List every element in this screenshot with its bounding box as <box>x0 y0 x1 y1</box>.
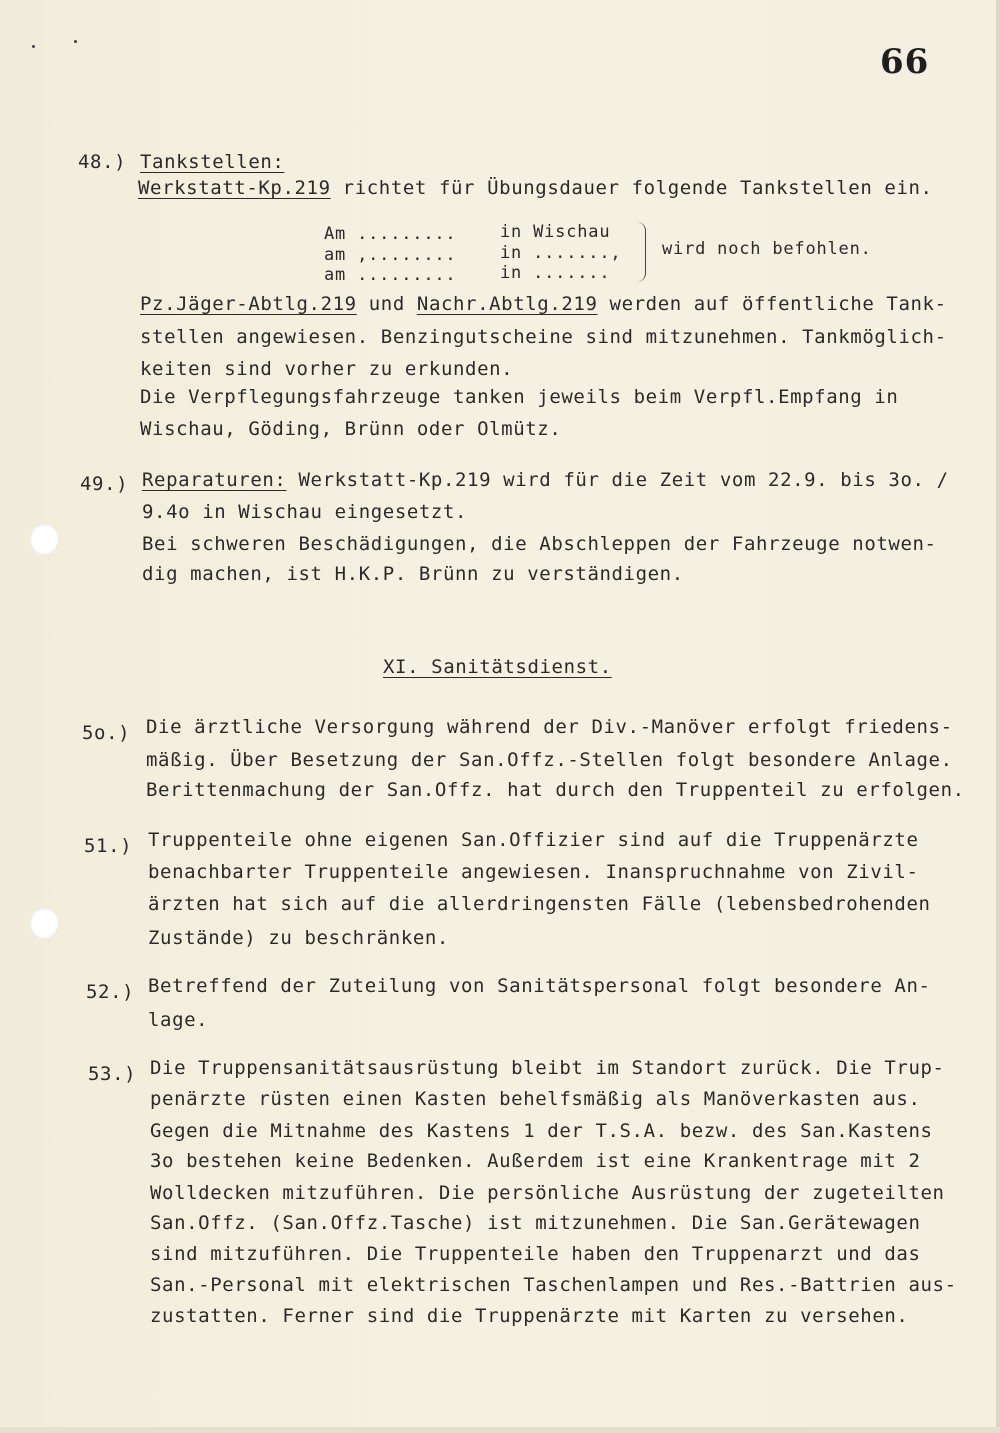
text-line: lage. <box>148 1009 209 1031</box>
chapter-title: XI. Sanitätsdienst. <box>383 656 612 678</box>
schedule-day: am ,........ <box>324 245 457 265</box>
text-line: mäßig. Über Besetzung der San.Offz.-Stellen folgt besondere Anlage. <box>146 749 953 771</box>
text-line <box>140 292 947 316</box>
section-number: 5o.) <box>82 722 131 744</box>
unit-name: Pz.Jäger-Abtlg.219 <box>140 293 357 315</box>
text-line: Betreffend der Zuteilung von Sanitätspersonal folgt besondere An- <box>148 975 931 997</box>
text-line: dig machen, ist H.K.P. Brünn zu verständigen. <box>142 563 684 585</box>
text-fragment: richtet für Übungsdauer folgende Tankstellen ein. <box>330 177 933 199</box>
text-line: Die Truppensanitätsausrüstung bleibt im Standort zurück. Die Trup- <box>150 1057 945 1079</box>
unit-name: Werkstatt-Kp.219 <box>138 177 331 199</box>
brace <box>637 222 646 282</box>
text-line: Berittenmachung der San.Offz. hat durch den Truppenteil zu erfolgen. <box>146 779 965 801</box>
text-line: keiten sind vorher zu erkunden. <box>140 358 514 380</box>
section-number: 49.) <box>80 473 129 495</box>
section-number: 53.) <box>88 1063 137 1085</box>
text-line: Die ärztliche Versorgung während der Div.-Manöver erfolgt friedens- <box>146 716 953 738</box>
text-line: benachbarter Truppenteile angewiesen. Inanspruchnahme von Zivil- <box>148 861 919 883</box>
text-line: Die Verpflegungsfahrzeuge tanken jeweils beim Verpfl.Empfang in <box>140 386 899 408</box>
text-line: Zustände) zu beschränken. <box>148 927 449 949</box>
text-line: Truppenteile ohne eigenen San.Offizier sind auf die Truppenärzte <box>148 829 919 851</box>
text-line <box>142 468 949 492</box>
text-line: zustatten. Ferner sind die Truppenärzte mit Karten zu versehen. <box>150 1305 909 1327</box>
schedule-place: in ......., <box>500 243 622 263</box>
punch-hole <box>30 524 58 554</box>
schedule-place: in Wischau <box>500 222 611 242</box>
text-line: San.Offz. (San.Offz.Tasche) ist mitzunehmen. Die San.Gerätewagen <box>150 1212 921 1234</box>
section-number: 48.) <box>78 151 127 173</box>
paper-edge-bottom <box>0 1427 1000 1433</box>
text-line <box>138 176 933 200</box>
text-line: Bei schweren Beschädigungen, die Abschleppen der Fahrzeuge notwen- <box>142 533 937 555</box>
text-fragment: Werkstatt-Kp.219 wird für die Zeit vom 22.9. bis 3o. / <box>286 469 949 491</box>
page-number: 66 <box>880 42 930 82</box>
section-number: 52.) <box>86 981 135 1003</box>
text-line: stellen angewiesen. Benzingutscheine sind mitzunehmen. Tankmöglich- <box>140 326 947 348</box>
section-heading: Reparaturen: <box>142 469 287 491</box>
paper-edge <box>996 0 1000 1433</box>
paper-speck <box>74 40 77 43</box>
text-fragment: werden auf öffentliche Tank- <box>597 293 947 315</box>
text-line: ärzten hat sich auf die allerdringensten Fälle (lebensbedrohenden <box>148 893 931 915</box>
text-line: sind mitzuführen. Die Truppenteile haben den Truppenarzt und das <box>150 1243 921 1265</box>
text-line: Wischau, Göding, Brünn oder Olmütz. <box>140 418 562 440</box>
text-line: 9.4o in Wischau eingesetzt. <box>142 501 468 523</box>
punch-hole <box>30 908 58 938</box>
text-fragment: und <box>356 293 417 315</box>
text-line: 3o bestehen keine Bedenken. Außerdem ist eine Krankentrage mit 2 <box>150 1150 921 1172</box>
text-line: Gegen die Mitnahme des Kastens 1 der T.S.A. bezw. des San.Kastens <box>150 1120 933 1142</box>
paper-speck <box>32 45 35 48</box>
schedule-day: Am ......... <box>324 224 457 244</box>
text-line: Wolldecken mitzuführen. Die persönliche Ausrüstung der zugeteilten <box>150 1182 945 1204</box>
section-number: 51.) <box>84 835 133 857</box>
section-heading: Tankstellen: <box>140 151 285 173</box>
schedule-note: wird noch befohlen. <box>662 239 872 259</box>
schedule-place: in ....... <box>500 263 611 283</box>
schedule-day: am ......... <box>324 265 457 285</box>
unit-name: Nachr.Abtlg.219 <box>416 293 598 315</box>
text-line: penärzte rüsten einen Kasten behelfsmäßig als Manöverkasten aus. <box>150 1088 921 1110</box>
text-line: San.-Personal mit elektrischen Taschenlampen und Res.-Battrien aus- <box>150 1274 957 1296</box>
